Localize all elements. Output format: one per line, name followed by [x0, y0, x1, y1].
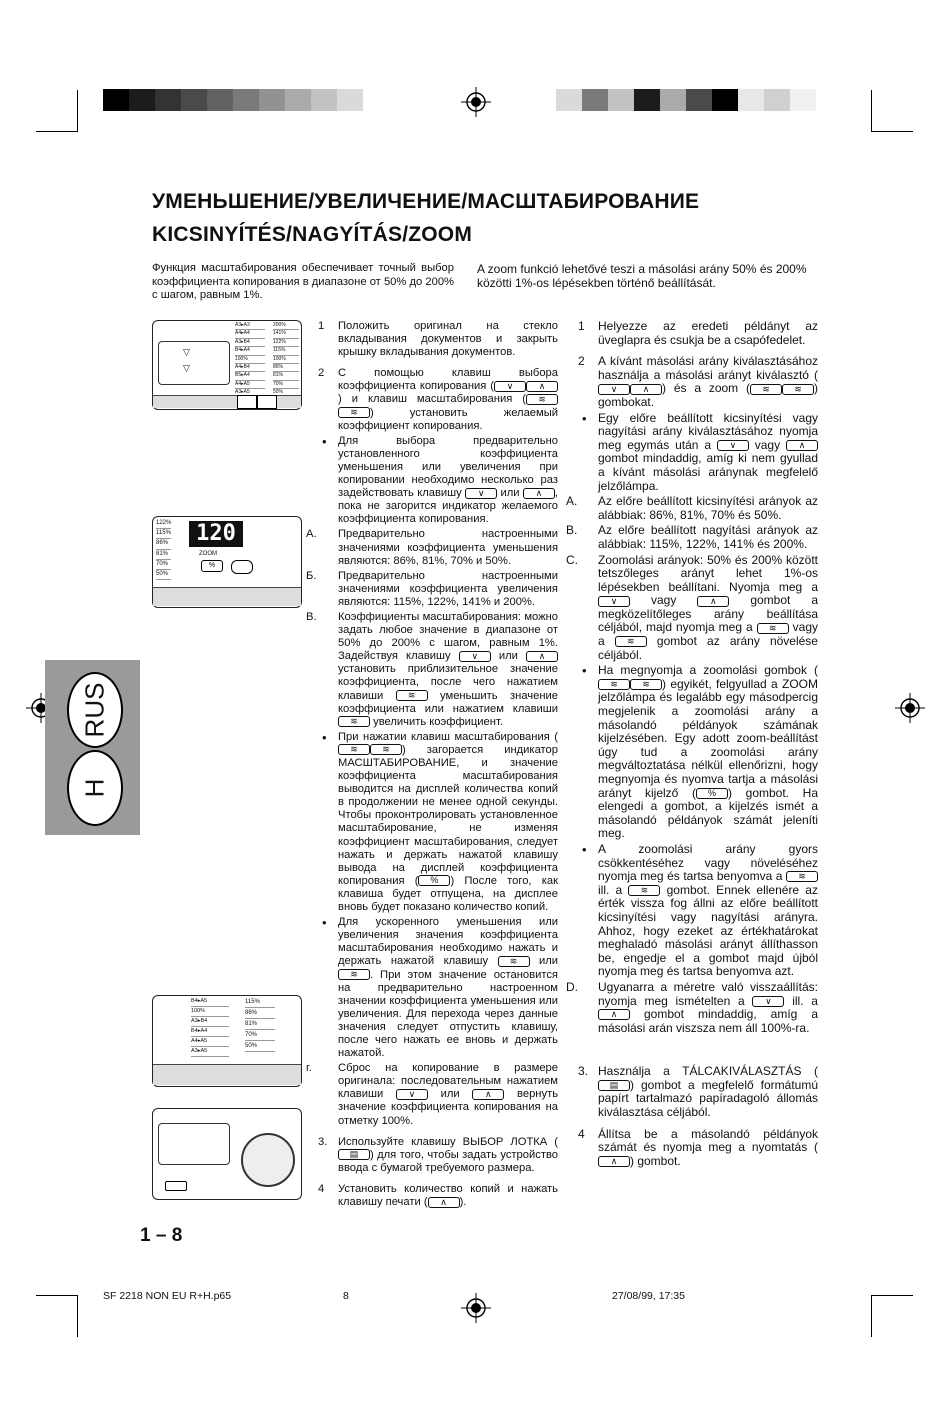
lang-label-rus: RUS: [79, 682, 110, 738]
zoom-down-key-icon: ≋: [786, 871, 818, 882]
ratio-label: 100%: [235, 356, 265, 364]
ru-step-3: Используйте клавишу ВЫБОР ЛОТКА (: [338, 1135, 558, 1148]
hu-step-2: ) és a zoom (: [662, 381, 750, 396]
ru-item-c: установить приблизительное значение коэффициента, после чего нажатием клавиши: [338, 663, 558, 702]
ratio-label-list: [191, 997, 229, 1057]
zoom-down-key-icon: ≋: [526, 394, 558, 405]
hu-bullet-2: Ha megnyomja a zoomolási gombok (: [598, 663, 818, 678]
ratio-percent: 115%: [156, 529, 171, 539]
up-key-icon: [257, 395, 277, 409]
zoom-up-key-icon: ≋: [370, 744, 402, 755]
hu-bullet-1: Egy előre beállított kicsinyítési vagy nagyítási arány kiválasztásához nyomja meg egymás után a: [598, 410, 818, 452]
ratio-percent-list: [245, 997, 275, 1052]
up-key-icon: ∧: [526, 381, 558, 392]
panel-key-strip: [153, 587, 301, 606]
ratio-label: B4▸A5: [191, 997, 229, 1007]
crop-mark: [871, 131, 913, 132]
ratio-percent-list: [273, 322, 299, 398]
ratio-percent: 86%: [245, 1008, 275, 1019]
item-letter: А.: [306, 528, 317, 541]
up-key-icon: ∧: [697, 596, 729, 607]
hu-item-c: gombot a megközelítőleges arány beállítása céljából, majd nyomja meg a: [598, 593, 818, 635]
hu-item-c: Zoomolási arányok: 50% és 200% között tetszőleges arányt lehet 1%-os lépésekben beállítani. Nyomja meg a: [598, 552, 818, 594]
ru-bullet-1: Для выбора предварительно установленного коэффициента уменьшения или увеличения при копировании необходимо несколько раз задействовать клавишу: [338, 434, 558, 500]
ratio-label-list: [235, 322, 265, 398]
crop-mark: [77, 1295, 78, 1337]
item-letter: D.: [566, 979, 578, 994]
lang-badge-rus: [67, 672, 123, 748]
hu-step-1: Helyezze az eredeti példányt az üveglapra és csukja be a csapófedelet.: [598, 319, 818, 347]
up-key-icon: ∧: [630, 384, 662, 395]
zoom-down-key-icon: ≋: [598, 679, 630, 690]
ratio-percent: 81%: [273, 372, 299, 380]
ru-step-2: ) и клавиш масштабирования (: [338, 393, 526, 406]
ru-bullet-3: . При этом значение остановится на предварительно настроенном значении коэффициента уменьшения или увеличения. Для перехода через данные значения следует отпустить клавишу, после чего нажать ее вновь и держать нажатой.: [338, 968, 558, 1060]
step-number: 2: [318, 367, 325, 380]
tray-select-key-icon: [165, 1181, 187, 1191]
down-key-icon: ∨: [494, 381, 526, 392]
ratio-percent: 122%: [156, 519, 171, 529]
up-key-icon: ∧: [786, 440, 818, 451]
tray-diagram: [158, 1123, 230, 1165]
ratio-label: B5▸A4: [235, 372, 265, 380]
russian-instructions: [306, 320, 559, 1217]
zoom-down-key-icon: ≋: [498, 956, 530, 967]
step-number: 1: [578, 319, 585, 333]
ratio-label: A4▸A5: [235, 381, 265, 389]
zoom-down-key-icon: ≋: [338, 744, 370, 755]
ratio-percent: 70%: [273, 381, 299, 389]
ru-step-2: С помощью клавиш выбора коэффициента копирования (: [338, 367, 558, 393]
ru-item-c: или: [498, 650, 518, 663]
title-russian: УМЕНЬШЕНИЕ/УВЕЛИЧЕНИЕ/МАСШТАБИРОВАНИЕ: [152, 190, 700, 213]
intro-russian: Функция масштабирования обеспечивает точный выбор коэффициента копирования в диапазоне от 50% до 200% с шагом, равным 1%.: [152, 262, 454, 302]
ratio-percent: 100%: [273, 356, 299, 364]
hu-item-b: Az előre beállított nagyítási arányok az alábbiak: 115%, 122%, 141% és 200%.: [598, 523, 818, 551]
ru-item-g: вернуть значение коэффициента копирования на отметку 100%.: [338, 1088, 559, 1127]
zoom-up-key-icon: ≋: [338, 407, 370, 418]
zoom-up-key-icon: ≋: [782, 384, 814, 395]
down-key-icon: ∨: [598, 384, 630, 395]
item-letter: г.: [306, 1062, 312, 1075]
crop-mark: [871, 90, 872, 132]
panel-key-strip: [153, 395, 301, 408]
ratio-percent: 86%: [156, 539, 171, 549]
ratio-percent: 115%: [245, 997, 275, 1008]
language-tab: [45, 660, 140, 835]
gray-bar-right: [556, 89, 816, 111]
ru-bullet-3: Для ускоренного уменьшения или увеличения значения коэффициента масштабирования необходимо нажать и держать нажатой клавишу: [338, 916, 558, 968]
ratio-label: B4▸A4: [191, 1027, 229, 1037]
ru-item-g: Сброс на копирование в размере оригинала: последовательным нажатием клавиши: [338, 1062, 558, 1101]
ratio-percent: 200%: [273, 322, 299, 330]
control-panel-illustration-1: [152, 320, 302, 410]
zoom-up-key-icon: ≋: [338, 969, 370, 980]
hu-step-2: ) gombokat.: [598, 381, 818, 409]
arrow-down-icon: ▽: [183, 363, 190, 373]
hu-step-2: A kívánt másolási arány kiválasztásához használja a másolási arányt kiválasztó (: [598, 354, 818, 382]
crop-mark: [871, 1295, 872, 1337]
ru-bullet-2: ) После того, как клавиша будет отпущена, на дисплее вновь будет показано количество копий.: [338, 874, 558, 914]
ratio-percent: 50%: [156, 570, 171, 580]
ratio-percent: 86%: [273, 364, 299, 372]
up-key-icon: ∧: [472, 1089, 504, 1100]
title-hungarian: KICSINYÍTÉS/NAGYÍTÁS/ZOOM: [152, 223, 473, 246]
hu-item-c: gombot az arány növelése céljából.: [598, 634, 818, 662]
clear-key-icon: [231, 560, 253, 574]
zoom-down-key-icon: ≋: [750, 384, 782, 395]
zoom-up-key-icon: ≋: [628, 885, 660, 896]
ru-step-1: Положить оригинал на стекло вкладывания документов и закрыть крышку вкладывания документов.: [338, 320, 558, 359]
ratio-label: A3▸A5: [191, 1047, 229, 1057]
step-number: 3.: [578, 1064, 589, 1079]
ratio-label: A4▸A5: [191, 1037, 229, 1047]
ru-step-4: ).: [459, 1196, 467, 1208]
down-key-icon: ∨: [752, 996, 784, 1007]
percent-key-icon: %: [418, 875, 450, 886]
hu-item-a: Az előre beállított kicsinyítési arányok az alábbiak: 86%, 81%, 70% és 50%.: [598, 494, 818, 522]
ratio-percent: 141%: [273, 330, 299, 338]
ru-bullet-2: ) загорается индикатор МАСШТАБИРОВАНИЕ, и значение коэффициента масштабирования выводится на дисплей количества копий в продолжении не менее одной секунды. Чтобы проконтролировать установленное масштабирование, не изменяя коэффициент масштабирования, следует нажать и держать нажатой клавишу вывода на дисплей коэффициента копирования (: [338, 743, 558, 887]
ru-item-a: Предварительно настроенными значениями коэффициента уменьшения являются: 86%, 81%, 70% и 50%.: [338, 528, 558, 567]
hu-item-c: vagy: [650, 593, 677, 608]
step-number: 4: [578, 1126, 585, 1141]
ratio-percent: 50%: [245, 1041, 275, 1052]
zoom-up-key-icon: ≋: [338, 716, 370, 727]
tray-key-icon: ▤: [598, 1080, 630, 1091]
hu-step-4: Állítsa be a másolandó példányok számát és nyomja meg a nyomtatás (: [598, 1126, 818, 1155]
hungarian-instructions: [566, 319, 818, 1176]
hu-bullet-2: ) gombot. Ha elengedi a gombot, a kijelzés ismét a másolandó példányok számát jeleníti meg.: [598, 785, 818, 841]
control-panel-illustration-3: [152, 995, 302, 1087]
copy-count-display: 120: [189, 521, 243, 547]
item-letter: Б.: [306, 569, 317, 582]
page-number: 1 – 8: [140, 1225, 183, 1246]
ratio-label: B4▸A4: [235, 347, 265, 355]
hu-item-d: ill. a: [792, 993, 818, 1008]
zoom-down-key-icon: ≋: [396, 690, 428, 701]
panel-key-strip: [153, 1064, 301, 1085]
ratio-percent: 122%: [273, 339, 299, 347]
zoom-down-key-icon: ≋: [757, 623, 789, 634]
down-key-icon: ∨: [465, 488, 497, 499]
ratio-label: A3▸B4: [235, 339, 265, 347]
ratio-label: A3▸B4: [191, 1017, 229, 1027]
step-number: 4: [318, 1182, 325, 1195]
arrow-up-icon: ▽: [183, 347, 190, 357]
crop-mark: [77, 90, 78, 132]
tray-key-icon: ▤: [338, 1149, 370, 1160]
ratio-percent: 81%: [245, 1019, 275, 1030]
tray-diagram: [158, 341, 230, 385]
footer-page: 8: [343, 1290, 349, 1302]
registration-mark-icon: [895, 693, 925, 723]
down-key-icon: ∨: [598, 596, 630, 607]
up-key-icon: ∧: [523, 488, 555, 499]
intro-hungarian: A zoom funkció lehetővé teszi a másolási arány 50% és 200% közötti 1%-os lépésekben történő beállítását.: [477, 262, 807, 290]
down-key-icon: [237, 395, 257, 409]
gray-bar-left: [103, 89, 363, 111]
zoom-indicator-label: ZOOM: [199, 551, 217, 557]
ratio-label: A3▸A3: [235, 322, 265, 330]
percent-key: %: [201, 560, 223, 572]
hu-bullet-3: A zoomolási arány gyors csökkentéséhez vagy növeléséhez nyomja meg és tartsa benyomva a: [598, 841, 818, 884]
ru-step-3: ) для того, чтобы задать устройство ввода с бумагой требуемого размера.: [338, 1148, 558, 1174]
ratio-label: 100%: [191, 1007, 229, 1017]
zoom-up-key-icon: ≋: [630, 679, 662, 690]
registration-mark-icon: [461, 87, 491, 117]
lang-badge-h: [67, 750, 123, 826]
ru-item-c: увеличить коэффициент.: [373, 715, 503, 728]
percent-key-icon: %: [696, 788, 728, 799]
print-key-icon: ∧: [598, 1156, 630, 1167]
footer-date: 27/08/99, 17:35: [612, 1290, 685, 1302]
footer-filename: SF 2218 NON EU R+H.p65: [103, 1290, 232, 1302]
ratio-percent-list: [156, 519, 171, 580]
hu-bullet-2: ) egyikét, felgyullad a ZOOM jelzőlámpa és legalább egy másodpercig megjelenik a zoomolási arány a másolandó példányok számának kijelzésében. Egy adott zoom-beállítást úgy tud a zoomolási arány megváltoztatása nélkül ellenőrizni, hogy megnyomja és nyomva tartja a másolási arányt kijelző (: [598, 676, 818, 800]
lang-label-h: H: [79, 778, 110, 798]
hu-item-d: Ugyanarra a méretre való visszaállítás: nyomja meg ismételten a: [598, 979, 818, 1008]
item-letter: В.: [306, 610, 317, 623]
up-key-icon: ∧: [598, 1009, 630, 1020]
up-key-icon: ∧: [526, 651, 558, 662]
down-key-icon: ∨: [396, 1089, 428, 1100]
down-key-icon: ∨: [717, 440, 749, 451]
ratio-label: A3▸A5: [235, 389, 265, 397]
crop-mark: [36, 1295, 78, 1296]
zoom-up-key-icon: ≋: [615, 636, 647, 647]
ru-item-c: уменьшить значение коэффициента или нажатием клавиши: [338, 689, 558, 715]
crop-mark: [871, 1295, 913, 1296]
step-number: 3.: [318, 1135, 328, 1148]
ru-item-b: Предварительно настроенными значениями коэффициента увеличения являются: 115%, 122%, 141% и 200%.: [338, 569, 558, 608]
item-letter: A.: [566, 494, 578, 509]
ru-step-2: ) установить желаемый коэффициент копирования.: [338, 406, 558, 432]
ru-step-4: Установить количество копий и нажать клавишу печати (: [338, 1182, 558, 1208]
control-panel-illustration-2: [152, 516, 302, 608]
control-panel-illustration-4: [152, 1108, 302, 1200]
hu-step-4: ) gombot.: [630, 1153, 681, 1168]
print-key-icon: ∧: [428, 1197, 460, 1208]
hu-step-3: ) gombot a megfelelő formátumú papírt tartalmazó papíradagoló állomás kiválasztása céljából.: [598, 1077, 818, 1120]
ru-bullet-2: При нажатии клавиш масштабирования (: [338, 730, 558, 743]
down-key-icon: ∨: [459, 651, 491, 662]
ru-bullet-1: , пока не загорится индикатор желаемого коэффициента копирования.: [338, 487, 559, 526]
ru-bullet-3: или: [538, 955, 559, 968]
hu-item-c: vagy a: [598, 620, 818, 649]
hu-bullet-1: gombot mindaddig, amíg ki nem gyullad a kívánt másolási aránynak megfelelő jelzőlámpa.: [598, 451, 818, 493]
ratio-percent: 50%: [273, 389, 299, 397]
ratio-percent: 81%: [156, 550, 171, 560]
hu-item-d: gombot mindaddig, amíg a másolási arán viszsza nem áll 100%-ra.: [598, 1007, 818, 1035]
ratio-label: A4▸A4: [235, 330, 265, 338]
ratio-label: A4▸B4: [235, 364, 265, 372]
ru-item-g: или: [440, 1088, 460, 1101]
ru-item-c: Коэффициенты масштабирования: можно задать любое значение в диапазоне от 50% до 200% с шагом, равным 1%. Задействуя клавишу: [338, 610, 558, 663]
step-number: 2: [578, 354, 585, 369]
print-key-icon: [241, 1133, 295, 1187]
item-letter: B.: [566, 523, 578, 538]
registration-mark-icon: [461, 1293, 491, 1323]
step-number: 1: [318, 320, 325, 332]
hu-bullet-1: vagy: [754, 437, 781, 452]
ratio-percent: 70%: [245, 1030, 275, 1041]
item-letter: C.: [566, 552, 578, 567]
hu-step-3: Használja a TÁLCAKIVÁLASZTÁS (: [598, 1064, 818, 1079]
hu-bullet-3: gombot. Ennek ellenére az érték vissza fog állni az előre beállított kicsinyítési vagy nagyítási arányra. Ahhoz, hogy ezeket az értékhatárokat meghaladó másolási arányt állíthasson be, engedje el a gombot majd újból nyomja meg és tartsa benyomva azt.: [598, 882, 818, 979]
hu-bullet-3: ill. a: [598, 882, 623, 897]
ratio-percent: 70%: [156, 560, 171, 570]
crop-mark: [36, 131, 78, 132]
ratio-percent: 115%: [273, 347, 299, 355]
ru-bullet-1: или: [500, 487, 520, 500]
